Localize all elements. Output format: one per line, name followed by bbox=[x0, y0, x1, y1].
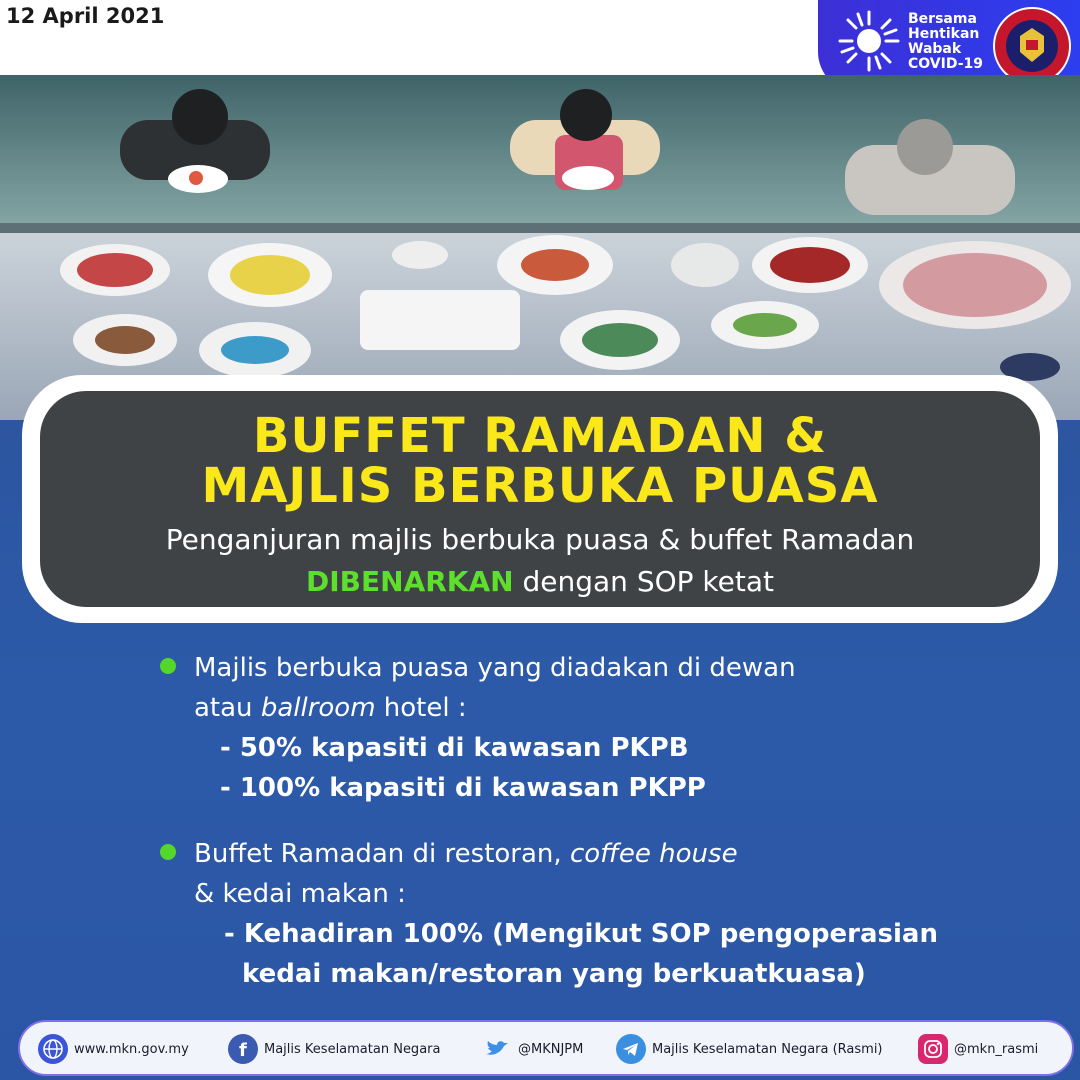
telegram-icon bbox=[616, 1034, 646, 1064]
footer-instagram-label: @mkn_rasmi bbox=[954, 1041, 1039, 1057]
rules-list bbox=[160, 648, 1020, 1020]
bullet-1-italic: ballroom bbox=[260, 693, 376, 723]
bullet-2-line-1 bbox=[194, 834, 1020, 874]
campaign-line-1: Bersama bbox=[908, 11, 977, 27]
highlight-permitted: DIBENARKAN bbox=[306, 565, 514, 598]
footer-web-label: www.mkn.gov.my bbox=[74, 1041, 189, 1057]
footer-instagram[interactable] bbox=[918, 1034, 1038, 1064]
bullet-2-sub bbox=[194, 914, 1020, 994]
bullet-2-italic: coffee house bbox=[569, 839, 738, 869]
campaign-line-4: COVID-19 bbox=[908, 56, 984, 72]
list-item bbox=[160, 834, 1020, 994]
bullet-1-line-2-pre: atau bbox=[194, 693, 261, 723]
footer-telegram[interactable] bbox=[616, 1034, 883, 1064]
campaign-text bbox=[908, 12, 983, 72]
bullet-dot-icon bbox=[160, 658, 176, 674]
instagram-icon bbox=[918, 1034, 948, 1064]
bullet-1-sub-1: - 50% kapasiti di kawasan PKPB bbox=[220, 733, 689, 763]
globe-icon bbox=[38, 1034, 68, 1064]
buffet-illustration bbox=[0, 75, 1080, 420]
bullet-1-line-2-post: hotel : bbox=[375, 693, 467, 723]
date-label: 12 April 2021 bbox=[6, 4, 165, 28]
list-item bbox=[160, 648, 1020, 808]
footer-twitter-label: @MKNJPM bbox=[518, 1041, 584, 1057]
footer-facebook[interactable] bbox=[228, 1034, 440, 1064]
subtitle-line-1: Penganjuran majlis berbuka puasa & buffet Ramadan bbox=[165, 523, 915, 556]
bullet-1-sub-2: - 100% kapasiti di kawasan PKPP bbox=[220, 773, 706, 803]
subtitle-line-2-rest: dengan SOP ketat bbox=[513, 565, 774, 598]
bullet-1-line-1: Majlis berbuka puasa yang diadakan di dewan bbox=[194, 653, 796, 683]
subtitle-line-2 bbox=[40, 561, 1040, 603]
bullet-2-sub-2: kedai makan/restoran yang berkuatkuasa) bbox=[242, 959, 866, 989]
footer-telegram-label: Majlis Keselamatan Negara (Rasmi) bbox=[652, 1041, 883, 1057]
footer-website[interactable] bbox=[38, 1034, 189, 1064]
bullet-dot-icon bbox=[160, 844, 176, 860]
campaign-line-2: Hentikan bbox=[908, 26, 980, 42]
footer-twitter[interactable] bbox=[482, 1034, 583, 1064]
covid-campaign-icon bbox=[836, 8, 902, 74]
facebook-icon bbox=[228, 1034, 258, 1064]
headline-subtitle bbox=[40, 519, 1040, 603]
nsc-seal-icon bbox=[992, 6, 1072, 86]
headline-title bbox=[40, 408, 1040, 514]
bullet-2-sub-1: - Kehadiran 100% (Mengikut SOP pengoperasian bbox=[224, 919, 938, 949]
bullet-2-line-1-pre: Buffet Ramadan di restoran, bbox=[194, 839, 570, 869]
bullet-2-line-2: & kedai makan : bbox=[194, 879, 406, 909]
svg-text:f: f bbox=[239, 1040, 247, 1061]
bullet-1-line-2 bbox=[194, 688, 1020, 728]
headline-card-inner bbox=[40, 391, 1040, 607]
footer-facebook-label: Majlis Keselamatan Negara bbox=[264, 1041, 441, 1057]
campaign-line-3: Wabak bbox=[908, 41, 962, 57]
twitter-icon bbox=[482, 1034, 512, 1064]
social-footer bbox=[18, 1020, 1074, 1076]
title-line-2: MAJLIS BERBUKA PUASA bbox=[201, 458, 879, 514]
headline-card bbox=[22, 375, 1058, 623]
title-line-1: BUFFET RAMADAN & bbox=[252, 408, 828, 464]
